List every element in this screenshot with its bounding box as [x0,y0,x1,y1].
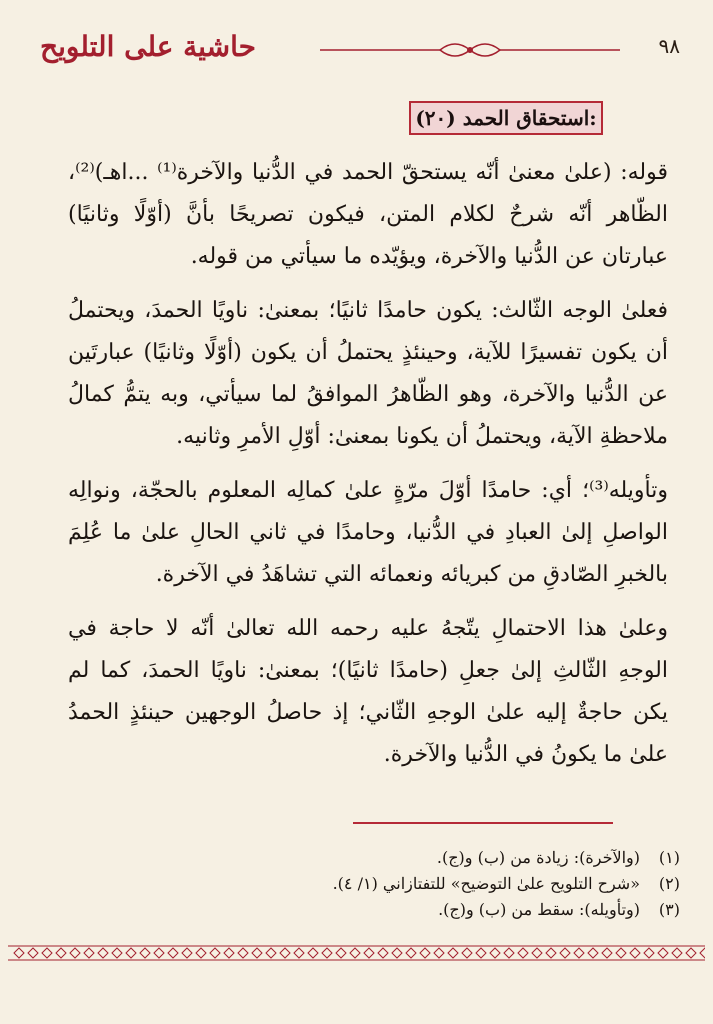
footnote-number: (٣) [658,900,680,919]
border-motif [224,948,234,958]
paragraph: قوله: (علىٰ معنىٰ أنّه يستحقّ الحمد في الدُّنيا والآخرة⁽¹⁾ ...اهـ)⁽²⁾، الظّاهر أنّه شرحٌ لكلام المتن، فيكون تصريحًا بأنَّ (أوّلًا وثانيًا) عبارتان عن الدُّنيا والآخرة، ويؤيّده ما سيأتي من قوله. [68,160,668,269]
border-motif [28,948,38,958]
border-motif [182,948,192,958]
border-motif [448,948,458,958]
border-motif [210,948,220,958]
border-motif [574,948,584,958]
border-motif [364,948,374,958]
border-motif [14,948,24,958]
border-motif [294,948,304,958]
border-motif [532,948,542,958]
section-heading-text: (٢٠) استحقاق الحمد: [415,106,597,130]
border-motif [56,948,66,958]
section-heading [409,101,603,135]
footnote [80,871,680,897]
border-motif [490,948,500,958]
border-motif [196,948,206,958]
footnote [80,897,680,923]
border-motif [140,948,150,958]
paragraph: وعلىٰ هذا الاحتمالِ يتّجهُ عليه رحمه الله تعالىٰ أنّه لا حاجة في الوجهِ الثّالثِ إلىٰ جعلِ (حامدًا ثانيًا)؛ بمعنىٰ: ناويًا الحمدَ، كما لم يكن حاجةٌ إليه علىٰ الوجهِ الثّاني؛ إذ حاصلُ الوجهين حينئذٍ الحمدُ علىٰ ما يكونُ في الدُّنيا والآخرة. [68,616,668,767]
border-motif [602,948,612,958]
border-motif [462,948,472,958]
border-motif [322,948,332,958]
header-ornament [320,38,620,62]
border-motif [700,948,705,958]
border-motif [588,948,598,958]
border-motif [98,948,108,958]
border-motif [560,948,570,958]
border-motif [686,948,696,958]
paragraph: وتأويله⁽³⁾؛ أي: حامدًا أوّلَ مرّةٍ علىٰ كمالِه المعلوم بالحجّة، ونوالِه الواصلِ إلىٰ العبادِ في الدُّنيا، وحامدًا في ثاني الحالِ علىٰ ما عُلِمَ بالخبرِ الصّادقِ من كبريائه ونعمائه التي تشاهَدُ في الآخرة. [68,478,668,587]
border-motif [154,948,164,958]
border-motif [406,948,416,958]
border-motif [630,948,640,958]
border-motif [392,948,402,958]
border-motif [616,948,626,958]
border-motif [84,948,94,958]
footnotes [80,845,680,923]
border-motif [336,948,346,958]
border-motif [126,948,136,958]
border-motif [378,948,388,958]
border-motif [252,948,262,958]
page-number: ٩٨ [658,34,680,58]
footnote-divider [353,822,613,824]
border-motif [266,948,276,958]
footnote-text: (وتأويله): سقط من (ب) و(ج). [438,900,640,919]
footnote-text: «شرح التلويح علىٰ التوضيح» للتفتازاني (١/ ٤). [332,874,640,893]
border-motif [434,948,444,958]
border-motif [308,948,318,958]
border-motif [350,948,360,958]
page-header [40,30,680,70]
footer-ornament-border [8,943,705,963]
border-motif [518,948,528,958]
footnote [80,845,680,871]
border-motif [70,948,80,958]
paragraph: فعلىٰ الوجه الثّالث: يكون حامدًا ثانيًا؛ بمعنىٰ: ناويًا الحمدَ، ويحتملُ أن يكون تفسيرًا للآية، وحينئذٍ يحتملُ أن يكون (أوّلًا وثانيًا) عبارتَين عن الدُّنيا والآخرة، وهو الظّاهرُ الموافقُ لما سيأتي، وبه يتمُّ كمالُ ملاحظةِ الآية، ويحتملُ أن يكونا بمعنىٰ: أوّلِ الأمرِ وثانيه. [68,298,668,449]
footnote-number: (١) [658,848,680,867]
border-motif [658,948,668,958]
border-motif [42,948,52,958]
border-motif [238,948,248,958]
border-motif [504,948,514,958]
border-motif [112,948,122,958]
border-motif [672,948,682,958]
border-motif [644,948,654,958]
body-text [68,152,668,788]
border-motif [280,948,290,958]
footnote-text: (والآخرة): زيادة من (ب) و(ج). [436,848,640,867]
border-motif [476,948,486,958]
border-motif [420,948,430,958]
running-head-title: حاشية على التلويح [40,30,256,63]
border-motif [168,948,178,958]
border-motif [546,948,556,958]
footnote-number: (٢) [658,874,680,893]
